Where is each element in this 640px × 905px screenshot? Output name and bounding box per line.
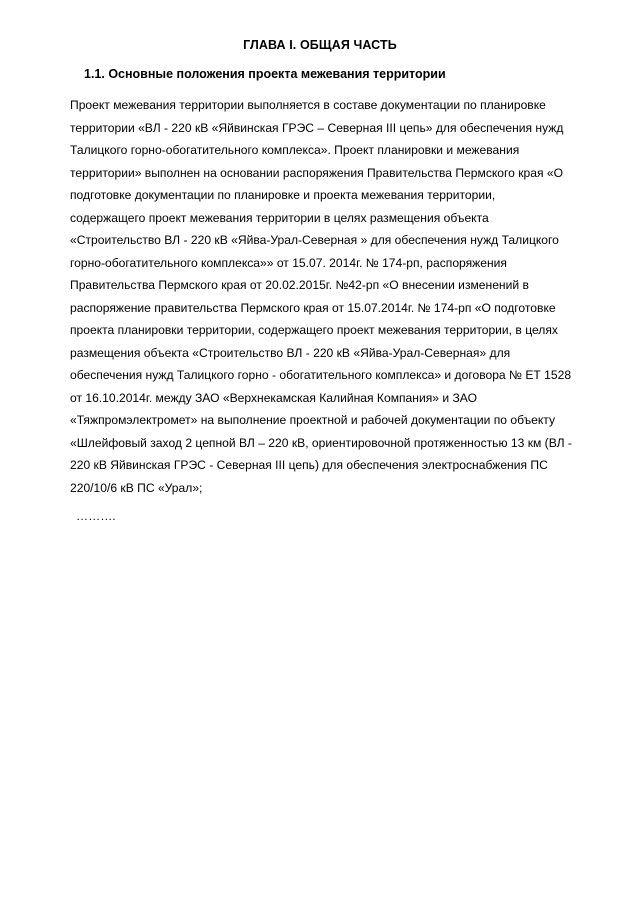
paragraph-line: 220/10/6 кВ ПС «Урал»; [70,480,203,495]
ellipsis-continuation: ………. [76,509,116,523]
paragraph-line: от 16.10.2014г. между ЗАО «Верхнекамская Калийная Компания» и ЗАО [70,390,477,405]
paragraph-line: подготовке документации по планировке и проекта межевания территории, [70,188,496,202]
paragraph-line: обеспечения нужд Талицкого горно - обогатительного комплекса» и договора № ЕТ 1528 [70,368,572,382]
paragraph-line: размещения объекта «Строительство ВЛ - 220 кВ «Яйва-Урал-Северная» для [70,345,511,360]
paragraph-line: Правительства Пермского края от 20.02.2015г. №42-рп «О внесении изменений в [70,278,529,292]
chapter-title: ГЛАВА I. ОБЩАЯ ЧАСТЬ [243,38,397,52]
paragraph-line: 220 кВ Яйвинская ГРЭС - Северная III цепь) для обеспечения электроснабжения ПС [70,458,548,472]
paragraph-line: «Тяжпромэлектромет» на выполнение проектной и рабочей документации по объекту [70,413,556,427]
paragraph-line: проекта планировки территории, содержащего проект межевания территории, в целях [70,323,558,337]
body-paragraph [70,94,590,499]
paragraph-line: содержащего проект межевания территории в целях размещения объекта [70,210,489,225]
paragraph-line: территории «ВЛ - 220 кВ «Яйвинская ГРЭС – Северная III цепь» для обеспечения нужд [70,120,564,135]
paragraph-line: Талицкого горно-обогатительного комплекса». Проект планировки и межевания [70,143,520,157]
paragraph-line: «Строительство ВЛ - 220 кВ «Яйва-Урал-Северная » для обеспечения нужд Талицкого [70,233,559,247]
paragraph-line: территории» выполнен на основании распоряжения Правительства Пермского края «О [70,165,564,180]
paragraph-line: распоряжение правительства Пермского края от 15.07.2014г. № 174-рп «О подготовке [70,300,556,315]
section-heading: 1.1. Основные положения проекта межевания территории [84,67,446,81]
paragraph-line: «Шлейфовый заход 2 цепной ВЛ – 220 кВ, ориентировочной протяженностью 13 км (ВЛ - [70,435,572,450]
paragraph-line: Проект межевания территории выполняется в составе документации по планировке [70,98,546,112]
paragraph-line: горно-обогатительного комплекса»» от 15.07. 2014г. № 174-рп, распоряжения [70,255,507,270]
